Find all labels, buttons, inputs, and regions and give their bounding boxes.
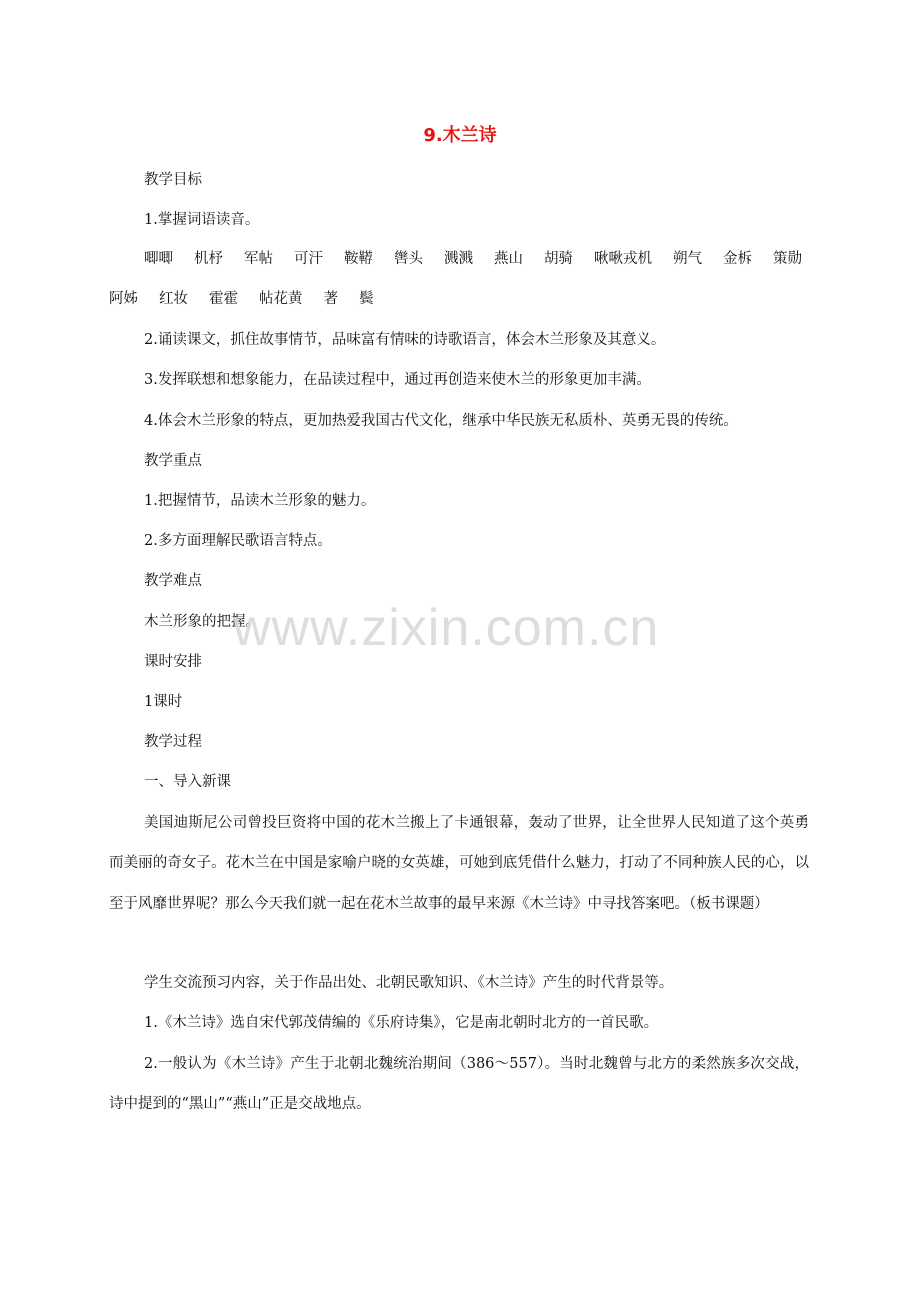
vocabulary-row-1 xyxy=(144,246,802,272)
section-1-heading: 一、导入新课 xyxy=(144,774,231,790)
vocab-word: 金柝 xyxy=(723,251,752,267)
vocab-word: 辔头 xyxy=(394,251,423,267)
process-heading: 教学过程 xyxy=(144,734,202,750)
vocab-word: 阿姊 xyxy=(109,291,138,307)
vocab-word: 军帖 xyxy=(244,251,273,267)
vocab-word: 策勋 xyxy=(773,251,802,267)
vocab-word: 唧唧 xyxy=(144,251,173,267)
vocab-word: 啾啾戎机 xyxy=(594,251,652,267)
vocabulary-row-2 xyxy=(109,286,395,312)
vocab-word: 朔气 xyxy=(673,251,702,267)
vocab-word: 溅溅 xyxy=(444,251,473,267)
objective-3: 3.发挥联想和想象能力，在品读过程中，通过再创造来使木兰的形象更加丰满。 xyxy=(144,372,651,388)
objective-1: 1.掌握词语读音。 xyxy=(144,212,260,228)
schedule-1: 1课时 xyxy=(144,694,183,710)
vocab-word: 鬓 xyxy=(359,291,374,307)
objectives-heading: 教学目标 xyxy=(144,172,202,188)
document-title: 9.木兰诗 xyxy=(423,125,497,146)
key-points-heading: 教学重点 xyxy=(144,453,202,469)
objective-4: 4.体会木兰形象的特点，更加热爱我国古代文化，继承中华民族无私质朴、英勇无畏的传统。 xyxy=(144,413,738,429)
note-1: 1.《木兰诗》选自宋代郭茂倩编的《乐府诗集》，它是南北朝时北方的一首民歌。 xyxy=(144,1015,659,1031)
difficulty-1: 木兰形象的把握。 xyxy=(144,614,260,630)
vocabulary-list xyxy=(109,246,809,316)
vocab-word: 鞍鞯 xyxy=(344,251,373,267)
vocab-word: 机杼 xyxy=(194,251,223,267)
schedule-heading: 课时安排 xyxy=(144,654,202,670)
vocab-word: 胡骑 xyxy=(544,251,573,267)
vocab-word: 可汗 xyxy=(294,251,323,267)
exchange-line: 学生交流预习内容，关于作品出处、北朝民歌知识、《木兰诗》产生的时代背景等。 xyxy=(144,975,674,991)
note-2: 2.一般认为《木兰诗》产生于北朝北魏统治期间（386～557）。当时北魏曾与北方的柔然族多次交战，诗中提到的“黑山”“燕山”正是交战地点。 xyxy=(109,1056,809,1113)
difficulty-heading: 教学难点 xyxy=(144,573,202,589)
key-point-2: 2.多方面理解民歌语言特点。 xyxy=(144,533,332,549)
vocab-word: 霍霍 xyxy=(209,291,238,307)
vocab-word: 红妆 xyxy=(159,291,188,307)
vocab-word: 著 xyxy=(323,291,338,307)
intro-paragraph: 美国迪斯尼公司曾投巨资将中国的花木兰搬上了卡通银幕，轰动了世界，让全世界人民知道了这个英勇而美丽的奇女子。花木兰在中国是家喻户晓的女英雄，可她到底凭借什么魅力，打动了不同种族人民的心，以至于风靡世界呢？那么今天我们就一起在花木兰故事的最早来源《木兰诗》中寻找答案吧。（板书课题） xyxy=(109,815,809,912)
vocab-word: 帖花黄 xyxy=(259,291,303,307)
watermark: www.zixin.com.cn xyxy=(233,599,660,657)
objective-2: 2.诵读课文，抓住故事情节，品味富有情味的诗歌语言，体会木兰形象及其意义。 xyxy=(144,332,666,348)
key-point-1: 1.把握情节，品读木兰形象的魅力。 xyxy=(144,493,376,509)
vocab-word: 燕山 xyxy=(494,251,523,267)
